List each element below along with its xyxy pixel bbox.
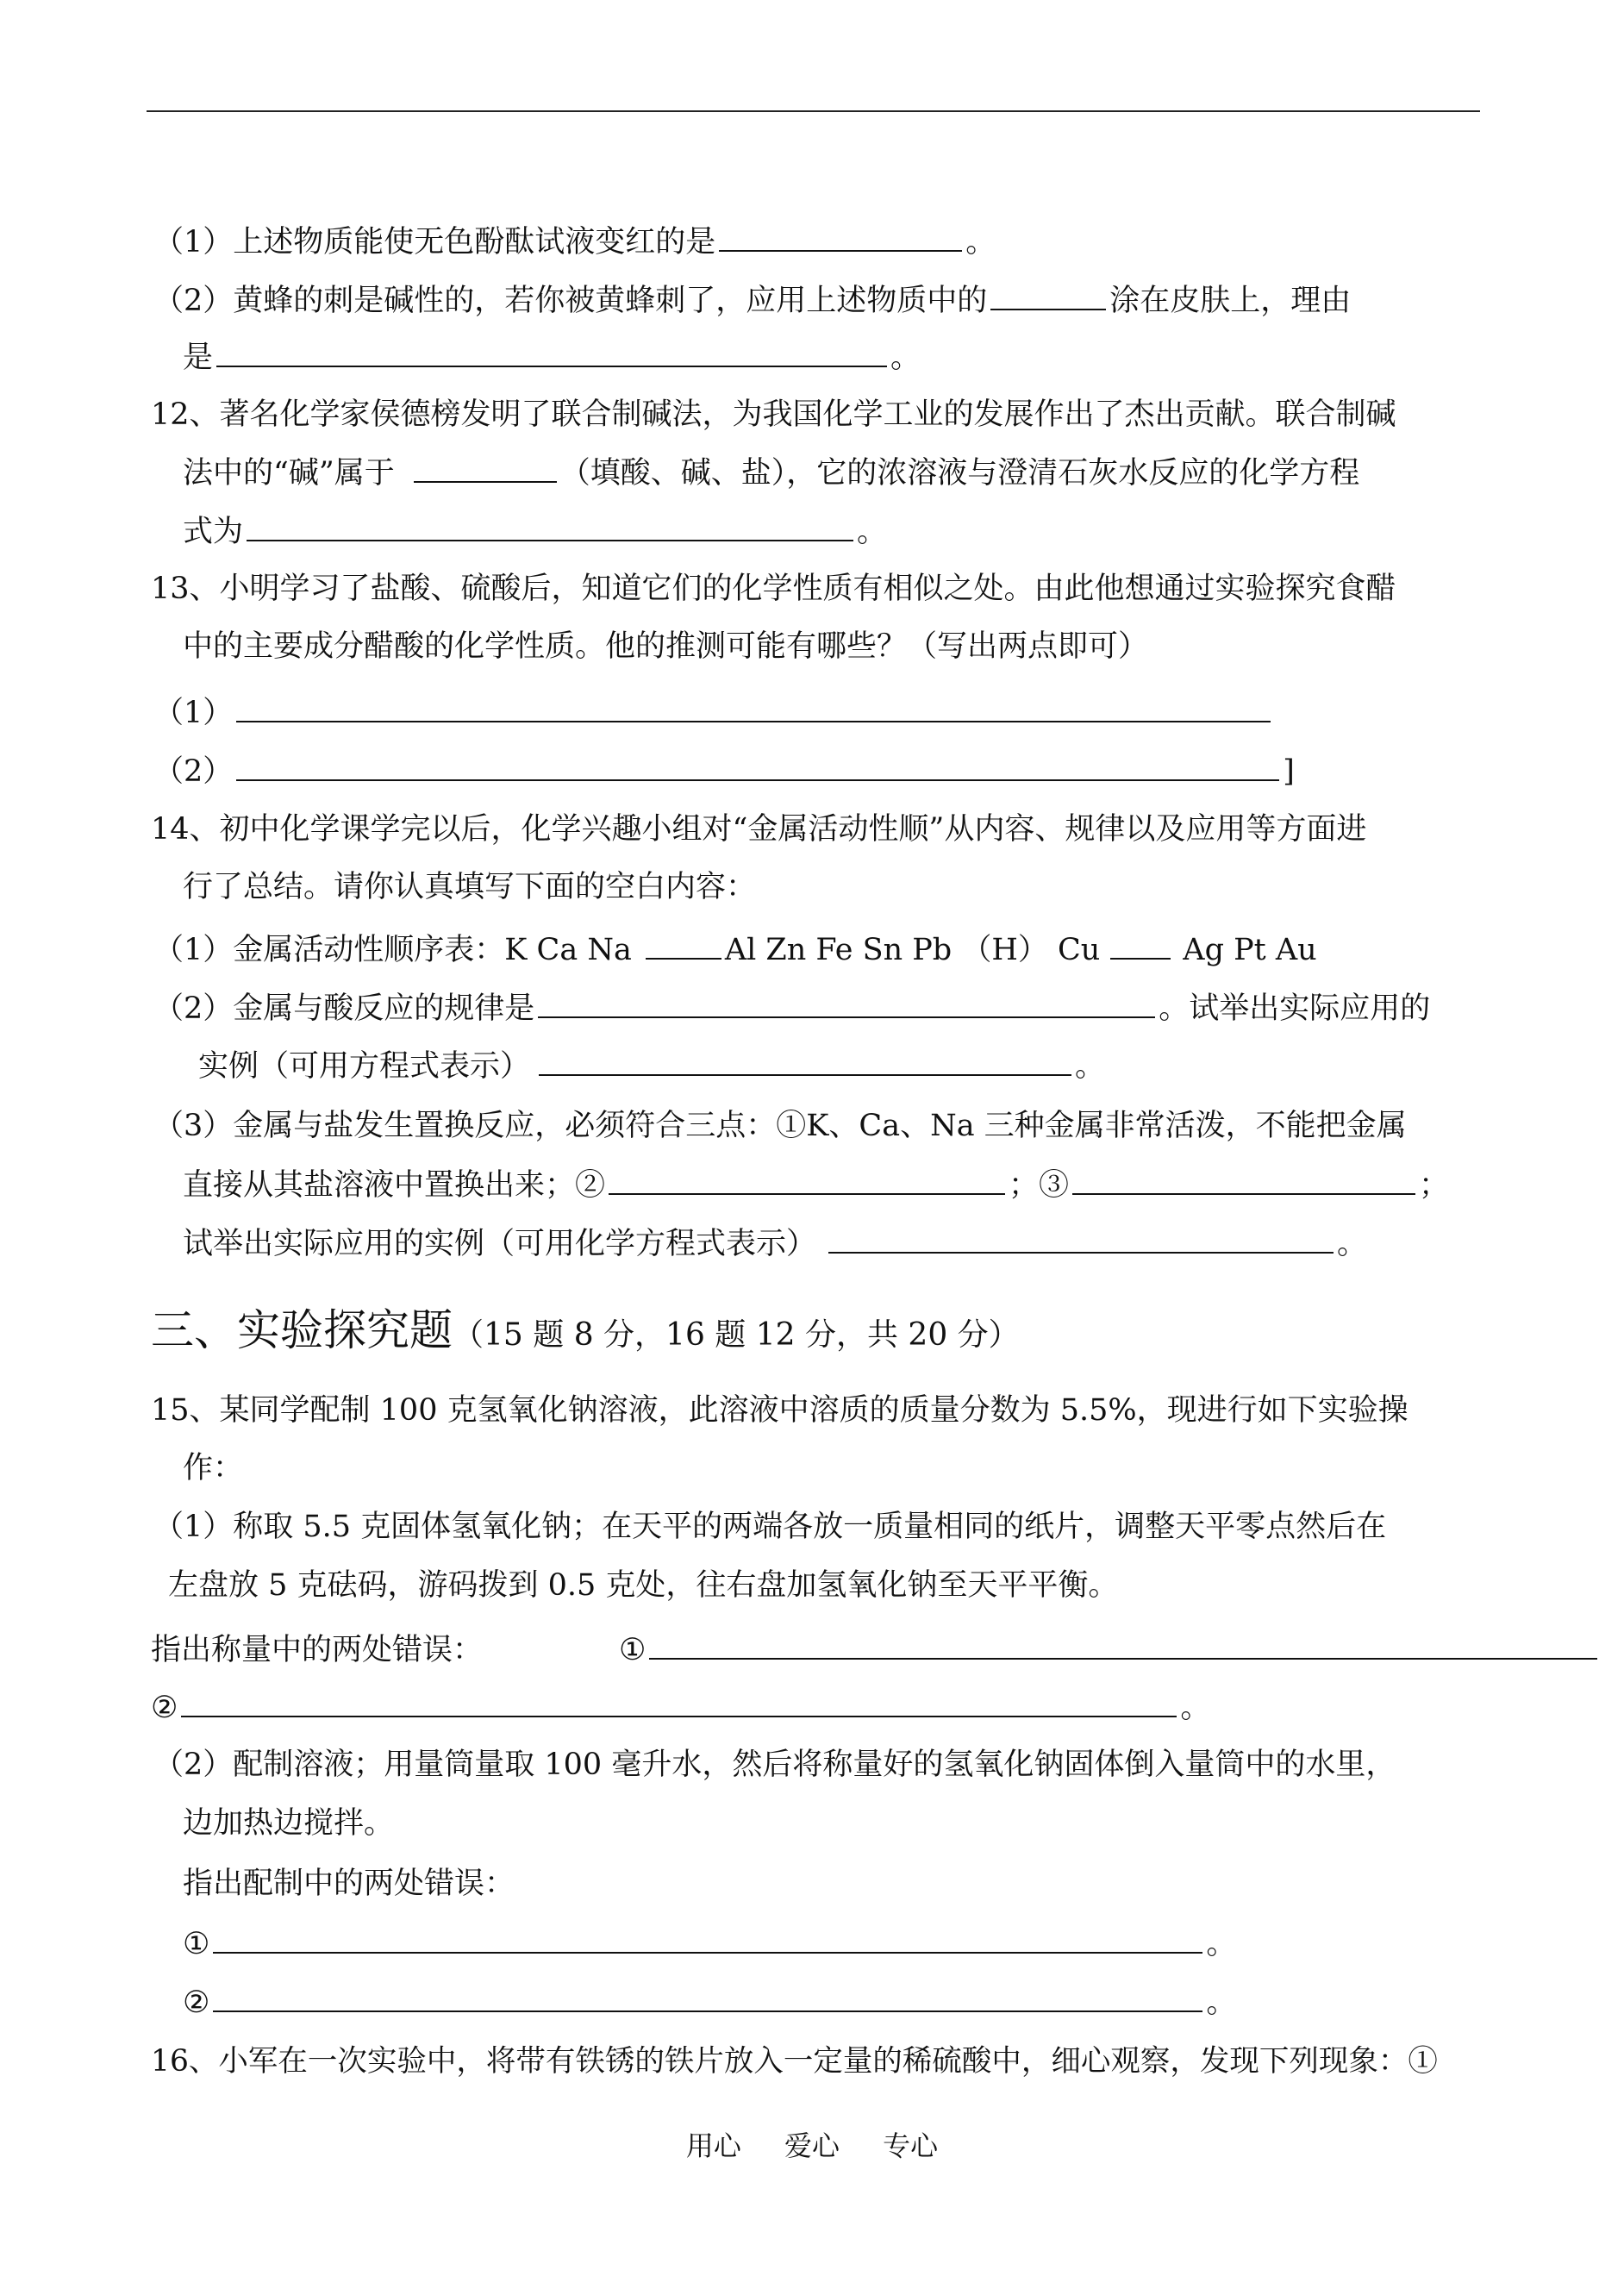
section-note: （15 题 8 分，16 题 12 分，共 20 分）: [453, 1317, 1020, 1353]
answer-blank[interactable]: [236, 690, 1271, 722]
question-text: 。: [1075, 1049, 1106, 1084]
question-14-3: （3）金属与盐发生置换反应，必须符合三点：①K、Ca、Na 三种金属非常活泼，不能把金属: [153, 1109, 1407, 1143]
question-text: 。试举出实际应用的: [1159, 991, 1431, 1026]
answer-blank[interactable]: [216, 335, 887, 367]
page-footer: 用心 爱心 专心: [685, 2129, 939, 2162]
question-11-1: [153, 219, 996, 262]
question-text: （2）黄蜂的刺是碱性的，若你被黄蜂刺了，应用上述物质中的: [153, 284, 988, 318]
question-15-1-cont: 左盘放 5 克砝码，游码拨到 0.5 克处，往右盘加氢氧化钠至天平平衡。: [168, 1568, 1119, 1603]
answer-blank[interactable]: [414, 450, 557, 483]
question-12-cont2: [183, 509, 887, 552]
question-text: 直接从其盐溶液中置换出来；②: [183, 1168, 606, 1203]
question-15-1: （1）称取 5.5 克固体氢氧化钠；在天平的两端各放一质量相同的纸片，调整天平零点然后在: [153, 1510, 1387, 1544]
question-15-2-cont: 边加热边搅拌。: [183, 1806, 395, 1841]
answer-blank[interactable]: [990, 278, 1106, 310]
answer-blank[interactable]: [213, 1921, 1202, 1954]
question-text: （1）: [153, 696, 234, 730]
section-title: 三、实验探究题: [151, 1305, 453, 1355]
question-text: ②: [151, 1691, 178, 1725]
question-text: Ag Pt Au: [1183, 933, 1317, 967]
question-text: 。: [1206, 1927, 1237, 1961]
question-text: （填酸、碱、盐），它的浓溶液与澄清石灰水反应的化学方程: [559, 456, 1360, 491]
question-text: 。: [857, 515, 888, 549]
question-15-2-prompt: 指出配制中的两处错误：: [183, 1867, 515, 1901]
question-13-1: [153, 690, 1274, 733]
question-text: ①: [619, 1633, 646, 1667]
answer-blank[interactable]: [828, 1221, 1334, 1254]
section-heading: [151, 1300, 1020, 1360]
question-14-cont: 行了总结。请你认真填写下面的空白内容：: [183, 870, 757, 904]
question-15-1-errors: [151, 1627, 1601, 1670]
question-11-2: [153, 278, 1351, 321]
question-text: 是: [183, 341, 214, 375]
question-text: （2）: [153, 754, 234, 789]
question-text: ]: [1283, 754, 1295, 789]
question-11-2-cont: [183, 335, 921, 378]
answer-blank[interactable]: [649, 1627, 1597, 1660]
question-12: 12、著名化学家侯德榜发明了联合制碱法，为我国化学工业的发展作出了杰出贡献。联合制碱: [151, 397, 1396, 432]
question-13: 13、小明学习了盐酸、硫酸后，知道它们的化学性质有相似之处。由此他想通过实验探究食醋: [151, 572, 1396, 606]
question-text: （1）上述物质能使无色酚酞试液变红的是: [153, 225, 716, 260]
question-14-1: [153, 927, 1317, 970]
answer-blank[interactable]: [719, 219, 962, 252]
answer-blank[interactable]: [247, 509, 853, 541]
answer-blank[interactable]: [1110, 927, 1171, 960]
question-text: ；: [1419, 1168, 1450, 1203]
answer-blank[interactable]: [1072, 1162, 1415, 1195]
question-text: ①: [183, 1927, 210, 1961]
answer-blank[interactable]: [609, 1162, 1005, 1195]
question-15-cont: 作：: [183, 1451, 244, 1485]
answer-blank[interactable]: [539, 1043, 1071, 1076]
question-text: 。: [1337, 1227, 1368, 1261]
answer-blank[interactable]: [538, 985, 1155, 1018]
question-14-2-cont: [198, 1043, 1105, 1086]
question-15-2-error-2: [183, 1979, 1236, 2023]
question-text: （1）金属活动性顺序表：K Ca Na: [153, 933, 632, 967]
question-text: 式为: [183, 515, 244, 549]
question-13-cont: 中的主要成分醋酸的化学性质。他的推测可能有哪些？（写出两点即可）: [183, 629, 1149, 664]
question-text: ②: [183, 1985, 210, 2020]
header-rule: [147, 110, 1480, 112]
question-text: 指出称量中的两处错误：: [151, 1633, 484, 1667]
question-16: 16、小军在一次实验中，将带有铁锈的铁片放入一定量的稀硫酸中，细心观察，发现下列现象：①: [151, 2044, 1438, 2079]
question-15-1-error-2: [151, 1685, 1210, 1728]
answer-blank[interactable]: [213, 1979, 1202, 2012]
question-text: 。: [1206, 1985, 1237, 2020]
question-text: 涂在皮肤上，理由: [1109, 284, 1352, 318]
question-13-2: [153, 748, 1295, 791]
question-text: 。: [890, 341, 921, 375]
question-14: 14、初中化学课学完以后，化学兴趣小组对“金属活动性顺”从内容、规律以及应用等方面进: [151, 812, 1367, 847]
answer-blank[interactable]: [646, 927, 721, 960]
question-text: 。: [965, 225, 996, 260]
question-text: Al Zn Fe Sn Pb （H） Cu: [724, 933, 1101, 967]
question-text: ；③: [1009, 1168, 1070, 1203]
question-14-2: [153, 985, 1430, 1029]
question-text: 。: [1180, 1691, 1211, 1725]
question-14-3-cont: [183, 1162, 1449, 1205]
question-15: 15、某同学配制 100 克氢氧化钠溶液，此溶液中溶质的质量分数为 5.5%，现进行如下实验操: [151, 1393, 1409, 1428]
question-text: 法中的“碱”属于: [183, 456, 395, 491]
question-15-2-error-1: [183, 1921, 1236, 1964]
question-text: （2）金属与酸反应的规律是: [153, 991, 535, 1026]
answer-blank[interactable]: [181, 1685, 1177, 1717]
question-15-2: （2）配制溶液；用量筒量取 100 毫升水，然后将称量好的氢氧化钠固体倒入量筒中的水里，: [153, 1748, 1396, 1782]
question-text: 实例（可用方程式表示）: [198, 1049, 531, 1084]
question-14-3-cont2: [183, 1221, 1367, 1264]
answer-blank[interactable]: [236, 748, 1279, 781]
question-12-cont: [183, 450, 1359, 493]
question-text: 试举出实际应用的实例（可用化学方程式表示）: [183, 1227, 817, 1261]
